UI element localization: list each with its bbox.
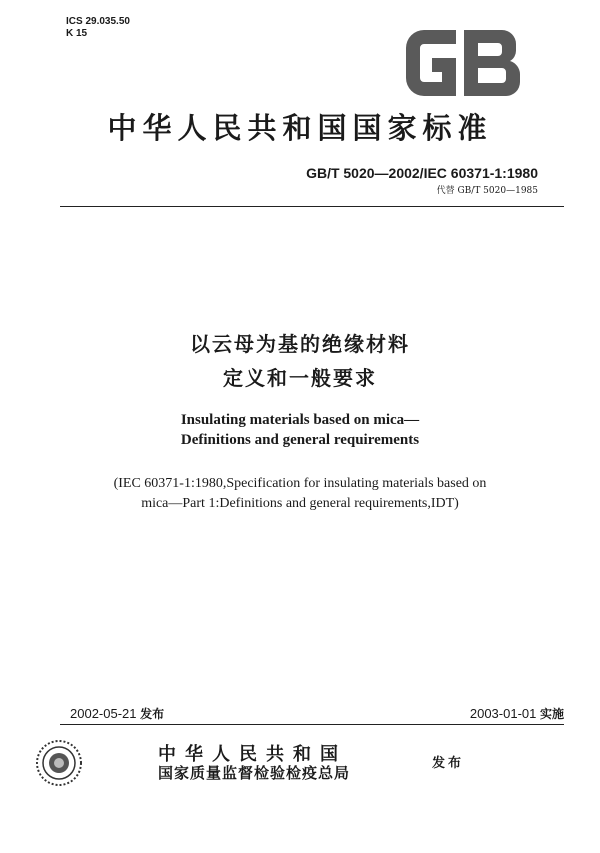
title-cn-line2: 定义和一般要求 bbox=[223, 366, 377, 390]
implement-date-value: 2003-01-01 bbox=[469, 706, 537, 721]
top-divider bbox=[60, 206, 564, 207]
standard-number: GB/T 5020—2002/IEC 60371-1:1980 bbox=[306, 165, 538, 181]
issue-date-value: 2002-05-21 bbox=[70, 706, 137, 721]
implement-date bbox=[470, 705, 564, 722]
implement-date-label: 实施 bbox=[539, 707, 564, 721]
title-en-line1: Insulating materials based on mica— bbox=[180, 412, 420, 428]
title-cn-line1: 以云母为基的绝缘材料 bbox=[190, 332, 410, 356]
publisher-line1: 中华人民共和国 bbox=[158, 744, 347, 765]
iec-reference-line2: mica—Part 1:Definitions and general requirements,IDT) bbox=[141, 496, 459, 511]
official-seal-icon bbox=[34, 738, 84, 788]
bottom-divider bbox=[60, 724, 564, 725]
ccs-code: K 15 bbox=[66, 28, 88, 39]
gb-logo bbox=[404, 26, 524, 100]
iec-reference-line1: (IEC 60371-1:1980,Specification for insulating materials based on bbox=[113, 476, 487, 491]
publisher-label: 发布 bbox=[432, 756, 465, 771]
classification-codes bbox=[66, 16, 130, 40]
national-standard-title: 中华人民共和国国家标准 bbox=[107, 111, 493, 145]
ics-code: ICS 29.035.50 bbox=[66, 16, 130, 27]
replaces-note: 代替 GB/T 5020—1985 bbox=[436, 186, 538, 196]
issue-date bbox=[70, 705, 164, 722]
title-en-line2: Definitions and general requirements bbox=[180, 432, 420, 448]
issue-date-label: 发布 bbox=[140, 707, 165, 721]
publisher-line2: 国家质量监督检验检疫总局 bbox=[158, 764, 351, 782]
